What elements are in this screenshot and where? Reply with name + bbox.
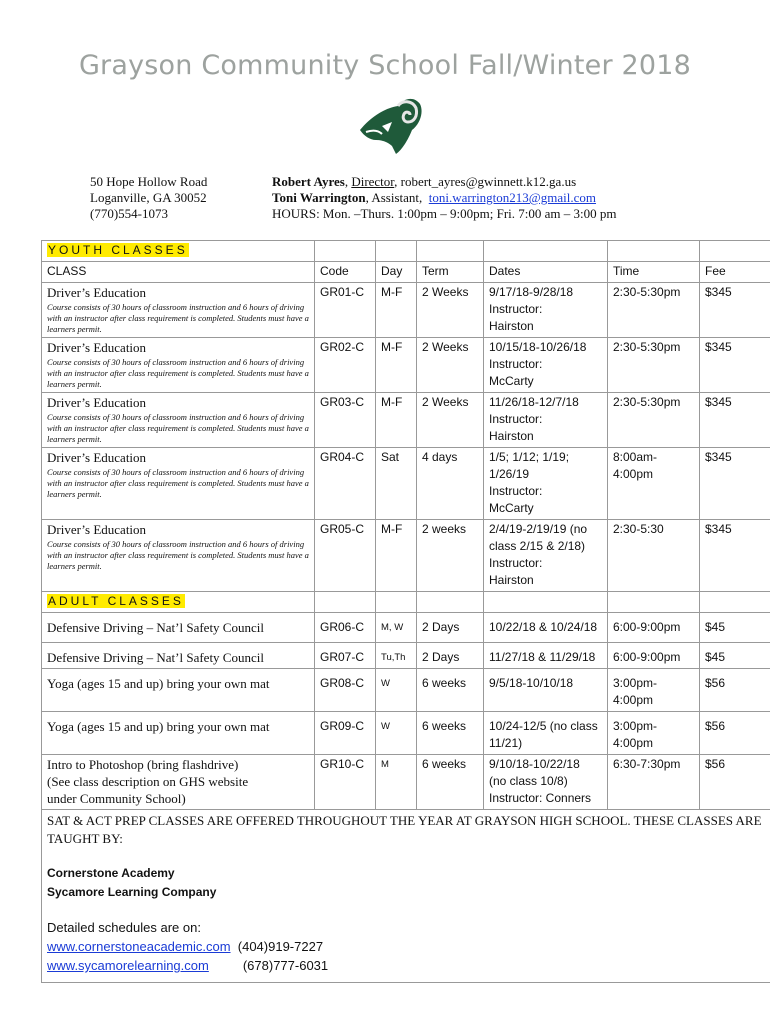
provider-cornerstone: Cornerstone Academy [47,866,175,880]
table-row [42,283,770,338]
class-description: Course consists of 30 hours of classroom instruction and 6 hours of driving with an instructor after class requirement is completed. Students must have a learners permit. [47,357,309,389]
class-fee: $56 [700,755,770,810]
ram-logo-icon [358,90,424,158]
table-row [42,393,770,448]
class-code: GR05-C [315,520,376,592]
instructor-label: Instructor: [489,302,543,316]
prep-notice-text: SAT & ACT PREP CLASSES ARE OFFERED THROUGHOUT THE YEAR AT GRAYSON HIGH SCHOOL. THESE CLASSES ARE TAUGHT BY: [47,813,762,846]
class-fee: $45 [700,643,770,669]
class-time: 3:00pm-4:00pm [608,669,700,712]
class-name: Defensive Driving – Nat’l Safety Council [42,643,315,669]
class-dates: 9/17/18-9/28/18 [489,285,574,299]
class-name: Driver’s Education [47,285,147,300]
class-schedule-table [41,240,770,983]
prep-notice-row [42,810,770,983]
class-code: GR08-C [315,669,376,712]
class-code: GR09-C [315,712,376,755]
school-phone: (770)554-1073 [90,206,168,221]
contact-info [272,174,617,222]
class-day: M-F [376,520,417,592]
class-note: (no class 10/8) [489,774,568,788]
school-address [90,174,207,222]
class-term: 2 Weeks [417,338,484,393]
class-day: W [376,712,417,755]
class-term: 6 weeks [417,712,484,755]
header-term: Term [417,262,484,283]
class-term: 4 days [417,448,484,520]
provider-sycamore: Sycamore Learning Company [47,885,217,899]
class-day: Tu,Th [376,643,417,669]
table-header-row [42,262,770,283]
header-fee: Fee [700,262,770,283]
class-name: Driver’s Education [47,395,147,410]
class-time: 2:30-5:30 [608,520,700,592]
sycamore-phone: (678)777-6031 [242,958,329,973]
director-name: Robert Ayres [272,174,345,189]
class-name: Driver’s Education [47,522,147,537]
class-time: 6:00-9:00pm [608,613,700,643]
office-hours: HOURS: Mon. –Thurs. 1:00pm – 9:00pm; Fri. 7:00 am – 3:00 pm [272,206,617,221]
assistant-email-link[interactable]: toni.warrington213@gmail.com [428,190,597,205]
class-time: 6:30-7:30pm [608,755,700,810]
class-code: GR03-C [315,393,376,448]
instructor-label: Instructor: [489,412,543,426]
class-time: 2:30-5:30pm [608,283,700,338]
class-description: Course consists of 30 hours of classroom instruction and 6 hours of driving with an instructor after class requirement is completed. Students must have a learners permit. [47,302,309,334]
youth-section-row [42,241,770,262]
header-time: Time [608,262,700,283]
director-role: Director [351,174,395,189]
class-name: Driver’s Education [47,340,147,355]
table-row [42,520,770,592]
class-time: 3:00pm-4:00pm [608,712,700,755]
adult-section-row [42,592,770,613]
class-code: GR02-C [315,338,376,393]
director-email: robert_ayres@gwinnett.k12.ga.us [400,174,577,189]
class-dates: 10/22/18 & 10/24/18 [484,613,608,643]
class-dates: 2/4/19-2/19/19 (no class 2/15 & 2/18) [489,522,588,553]
class-description: Course consists of 30 hours of classroom instruction and 6 hours of driving with an instructor after class requirement is completed. Students must have a learners permit. [47,467,309,499]
class-fee: $345 [700,393,770,448]
class-note: under Community School) [47,791,186,806]
sycamore-link[interactable]: www.sycamorelearning.com [47,958,209,973]
instructor-name: Hairston [489,319,534,333]
class-code: GR04-C [315,448,376,520]
class-name: Intro to Photoshop (bring flashdrive) [47,757,239,772]
instructor-name: McCarty [489,501,534,515]
youth-classes-heading: YOUTH CLASSES [48,243,188,257]
instructor-name: Hairston [489,429,534,443]
instructor-name: Hairston [489,573,534,587]
class-name: Defensive Driving – Nat’l Safety Council [42,613,315,643]
class-code: GR10-C [315,755,376,810]
director-line: Robert Ayres, Director, robert_ayres@gwinnett.k12.ga.us [272,174,577,189]
city-state-zip: Loganville, GA 30052 [90,190,207,205]
class-name: Yoga (ages 15 and up) bring your own mat [42,669,315,712]
class-dates: 10/15/18-10/26/18 [489,340,587,354]
adult-classes-heading: ADULT CLASSES [48,594,184,608]
class-term: 2 Weeks [417,393,484,448]
class-fee: $345 [700,338,770,393]
class-code: GR06-C [315,613,376,643]
cornerstone-phone: (404)919-7227 [237,939,324,954]
table-row [42,448,770,520]
page-title: Grayson Community School Fall/Winter 2018 [78,50,692,81]
class-code: GR07-C [315,643,376,669]
class-day: M-F [376,283,417,338]
header-code: Code [315,262,376,283]
table-row [42,643,770,669]
header-dates: Dates [484,262,608,283]
class-fee: $56 [700,712,770,755]
class-time: 6:00-9:00pm [608,643,700,669]
instructor-label: Instructor: [489,357,543,371]
class-fee: $45 [700,613,770,643]
table-row [42,613,770,643]
class-fee: $345 [700,520,770,592]
class-name: Yoga (ages 15 and up) bring your own mat [42,712,315,755]
class-description: Course consists of 30 hours of classroom instruction and 6 hours of driving with an instructor after class requirement is completed. Students must have a learners permit. [47,412,309,444]
instructor-name: Instructor: Conners [489,791,592,805]
schedules-label: Detailed schedules are on: [47,920,201,935]
class-day: W [376,669,417,712]
class-time: 8:00am-4:00pm [608,448,700,520]
header-class: CLASS [42,262,315,283]
class-term: 2 weeks [417,520,484,592]
class-note: (See class description on GHS website [47,774,249,789]
assistant-line: Toni Warrington, Assistant, toni.warrington213@gmail.com [272,190,597,205]
class-dates: 1/5; 1/12; 1/19; 1/26/19 [489,450,570,481]
class-day: M, W [376,613,417,643]
class-term: 2 Weeks [417,283,484,338]
class-code: GR01-C [315,283,376,338]
class-fee: $345 [700,283,770,338]
instructor-name: McCarty [489,374,534,388]
class-dates: 10/24-12/5 (no class 11/21) [484,712,608,755]
class-dates: 11/26/18-12/7/18 [489,395,579,409]
class-description: Course consists of 30 hours of classroom instruction and 6 hours of driving with an instructor after class requirement is completed. Students must have a learners permit. [47,539,309,571]
class-time: 2:30-5:30pm [608,393,700,448]
assistant-name: Toni Warrington [272,190,366,205]
class-dates: 9/5/18-10/10/18 [484,669,608,712]
class-term: 2 Days [417,643,484,669]
class-day: M [376,755,417,810]
class-day: M-F [376,393,417,448]
instructor-label: Instructor: [489,484,543,498]
class-term: 6 weeks [417,669,484,712]
class-name: Driver’s Education [47,450,147,465]
table-row [42,755,770,810]
header-day: Day [376,262,417,283]
table-row [42,712,770,755]
class-dates: 11/27/18 & 11/29/18 [484,643,608,669]
table-row [42,338,770,393]
class-day: Sat [376,448,417,520]
class-time: 2:30-5:30pm [608,338,700,393]
class-day: M-F [376,338,417,393]
class-fee: $345 [700,448,770,520]
class-term: 6 weeks [417,755,484,810]
street-address: 50 Hope Hollow Road [90,174,208,189]
class-dates: 9/10/18-10/22/18 [489,757,580,771]
cornerstone-link[interactable]: www.cornerstoneacademic.com [47,939,231,954]
class-fee: $56 [700,669,770,712]
instructor-label: Instructor: [489,556,543,570]
table-row [42,669,770,712]
assistant-role: Assistant [371,190,420,205]
class-term: 2 Days [417,613,484,643]
